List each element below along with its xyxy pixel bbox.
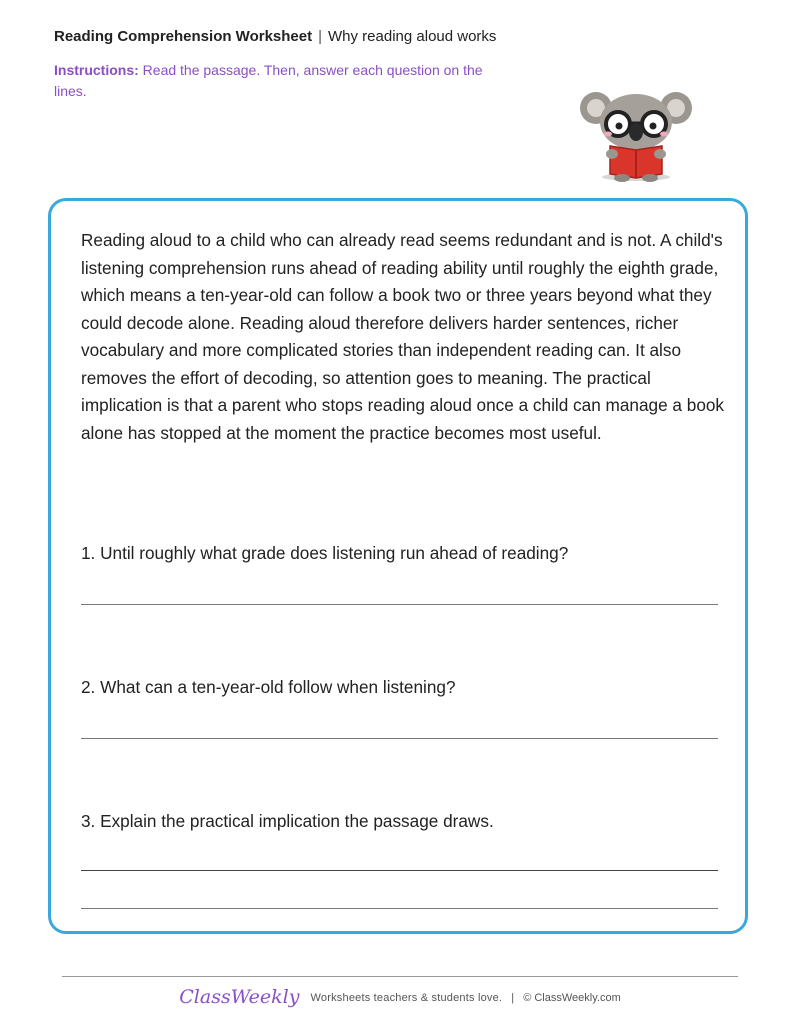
- brand-logo: ClassWeekly: [179, 986, 300, 1008]
- footer-separator: |: [511, 992, 515, 1004]
- footer-divider: [62, 976, 738, 977]
- footer-copyright: © ClassWeekly.com: [523, 992, 621, 1004]
- header-separator: |: [318, 28, 323, 45]
- reading-passage: Reading aloud to a child who can already read seems redundant and is not. A child's listening comprehension runs ahead of reading ability until roughly the eighth grade, which means a ten-year-old can follow a book two or three years beyond what they could decode alone. Reading aloud therefore delivers harder sentences, richer vocabulary and more complicated stories than independent reading can. It also removes the effort of decoding, so attention goes to meaning. The practical implication is that a parent who stops reading aloud once a child can manage a book alone has stopped at the moment the practice becomes most useful.: [81, 230, 725, 443]
- worksheet-title: Reading Comprehension Worksheet: [54, 28, 313, 45]
- worksheet-subtitle: Why reading aloud works: [328, 28, 497, 45]
- instructions-label: Instructions:: [54, 62, 139, 78]
- question-2: 2. What can a ten-year-old follow when listening?: [81, 677, 456, 697]
- answer-line-1[interactable]: [81, 604, 718, 605]
- question-1: 1. Until roughly what grade does listening run ahead of reading?: [81, 543, 569, 563]
- answer-line-3a[interactable]: [81, 870, 718, 871]
- footer-tagline: Worksheets teachers & students love.: [310, 992, 503, 1004]
- question-3: 3. Explain the practical implication the passage draws.: [81, 811, 494, 831]
- koala-reading-book-icon: [576, 90, 696, 185]
- answer-line-2[interactable]: [81, 738, 718, 739]
- footer: [0, 986, 800, 1008]
- worksheet-header: [54, 28, 496, 45]
- answer-line-3b[interactable]: [81, 908, 718, 909]
- instructions-text: Read the passage. Then, answer each question on the lines.: [54, 62, 483, 99]
- instructions: [54, 60, 514, 102]
